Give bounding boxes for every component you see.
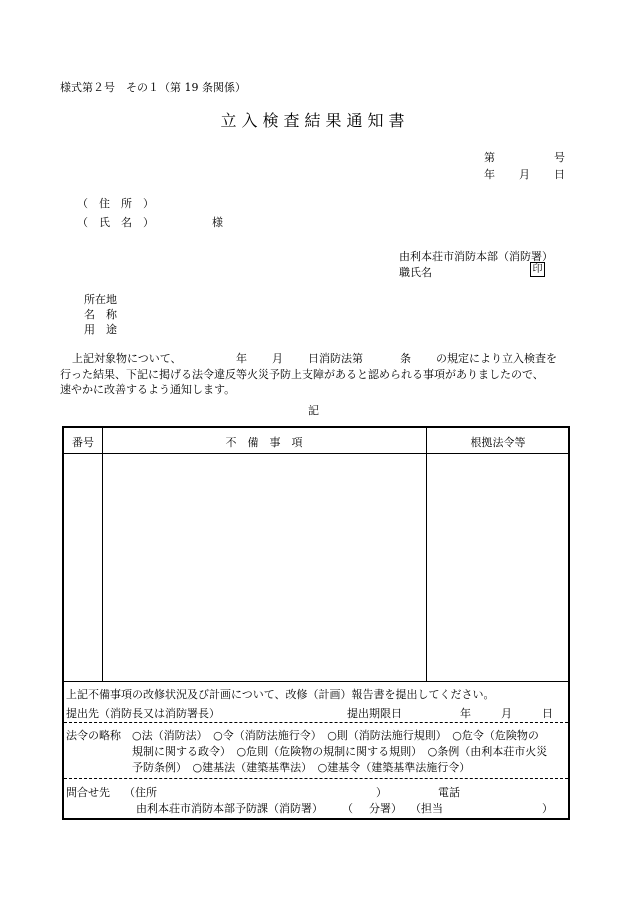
contact-label: 問合せ先 <box>66 786 110 799</box>
report-section-divider <box>64 681 568 682</box>
date-month: 月 <box>519 168 530 181</box>
abbrev-line-3: 予防条例） ○建基法（建築基準法） ○建基令（建築基準法施行令） <box>132 761 471 774</box>
submit-to-label: 提出先（消防長又は消防署長） <box>66 707 220 720</box>
deadline-label: 提出期限日 <box>347 707 402 720</box>
number-dai: 第 <box>484 151 495 164</box>
deficiency-table <box>62 426 570 820</box>
column-divider-1 <box>102 428 103 681</box>
deadline-day: 日 <box>542 707 553 720</box>
form-number-label: 様式第２号 その１（第 19 条関係） <box>60 81 246 94</box>
contact-section-open: （ <box>342 802 353 815</box>
ki-heading: 記 <box>308 404 319 417</box>
number-go: 号 <box>554 151 565 164</box>
abbrev-label: 法令の略称 <box>66 729 121 742</box>
recipient-name-label: （ 氏 名 ） <box>77 216 154 229</box>
contact-divider <box>64 778 568 779</box>
contact-address-close: ） <box>376 786 387 799</box>
recipient-address-label: （ 住 所 ） <box>77 197 154 210</box>
contact-department: 由利本荘市消防本部予防課（消防署） <box>136 802 323 815</box>
notice-body-line-2: 行った結果、下記に掲げる法令違反等火災予防上支障があると認められる事項がありましたので、 <box>60 368 544 381</box>
abbrev-divider <box>64 722 568 723</box>
column-header-number: 番号 <box>72 436 94 449</box>
abbrev-line-1: ○法（消防法） ○令（消防法施行令） ○則（消防法施行規則） ○危令（危険物の <box>132 729 539 742</box>
contact-section: 分署） <box>369 802 402 815</box>
target-location-label: 所在地 <box>84 293 117 306</box>
contact-person: （担当 <box>410 802 443 815</box>
body-month: 月 <box>272 352 283 365</box>
target-use-label: 用 途 <box>84 323 117 336</box>
deadline-year: 年 <box>460 707 471 720</box>
abbrev-line-2: 規制に関する政令） ○危則（危険物の規制に関する規則） ○条例（由利本荘市火災 <box>132 745 548 758</box>
body-seg1: 上記対象物について、 <box>72 352 182 365</box>
column-header-law: 根拠法令等 <box>470 436 526 449</box>
deadline-month: 月 <box>501 707 512 720</box>
contact-person-close: ） <box>542 802 553 815</box>
notice-body-line-3: 速やかに改善するよう通知します。 <box>60 383 236 396</box>
date-year: 年 <box>484 168 495 181</box>
column-header-item: 不 備 事 項 <box>225 436 303 449</box>
report-request-text: 上記不備事項の改修状況及び計画について、改修（計画）報告書を提出してください。 <box>66 688 495 701</box>
seal-mark: 印 <box>530 262 545 277</box>
recipient-honorific: 様 <box>212 216 223 229</box>
body-year: 年 <box>236 352 247 365</box>
body-article: 条 <box>400 352 411 365</box>
contact-address-open: （住所 <box>124 786 157 799</box>
column-divider-2 <box>426 428 427 681</box>
target-name-label: 名 称 <box>84 308 117 321</box>
issuer-staff-label: 職氏名 <box>399 266 432 279</box>
issuer-department: 由利本荘市消防本部（消防署） <box>399 250 553 263</box>
body-seg2: の規定により立入検査を <box>436 352 557 365</box>
body-day-law: 日消防法第 <box>308 352 363 365</box>
contact-phone-label: 電話 <box>438 786 460 799</box>
date-day: 日 <box>554 168 565 181</box>
document-title: 立入検査結果通知書 <box>220 111 410 130</box>
